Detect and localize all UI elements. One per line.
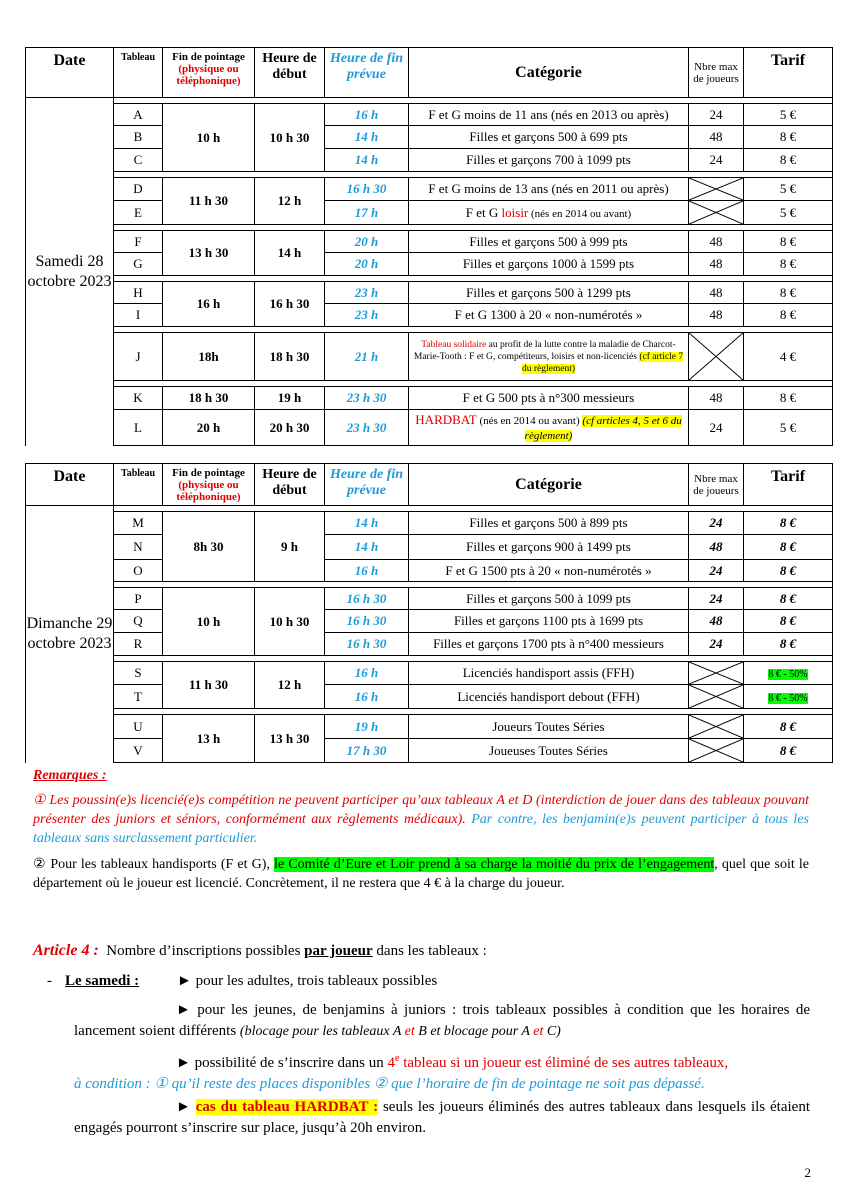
fin-prevue: 23 h (325, 304, 409, 327)
table-row (26, 201, 833, 225)
tarif: 5 € (744, 104, 833, 126)
tarif: 8 € (744, 387, 833, 410)
tableau-code: V (114, 739, 163, 763)
rule-fourth-table: ► possibilité de s’inscrire dans un 4e tableau si un joueur est éliminé de ses autres tableaux, à condition : ① qu’il reste des places disponibles ② que l’horaire de fin de pointage ne soit pas dépassé. (74, 1053, 729, 1092)
tarif: 8 € (744, 282, 833, 304)
table-row (26, 685, 833, 709)
samedi-label: Le samedi : (65, 973, 140, 989)
fin-pointage: 18h (163, 333, 255, 381)
nbre: 24 (689, 633, 744, 656)
tableau-code: I (114, 304, 163, 327)
nbre: 48 (689, 231, 744, 253)
crossed-out-cell (689, 178, 744, 201)
tarif: 8 € - 50% (744, 685, 833, 709)
categorie: Filles et garçons 1100 pts à 1699 pts (409, 610, 689, 633)
crossed-out-cell (689, 333, 744, 381)
saturday-schedule-table (25, 47, 833, 446)
tableau-code: L (114, 410, 163, 446)
table-header-row (26, 48, 833, 98)
tableau-code: C (114, 149, 163, 172)
fin-prevue: 16 h (325, 685, 409, 709)
header-tableau: Tableau (114, 48, 163, 98)
crossed-out-cell (689, 201, 744, 225)
nbre: 24 (689, 410, 744, 446)
fin-prevue: 17 h (325, 201, 409, 225)
crossed-out-cell (689, 662, 744, 685)
header-heure-debut: Heure de début (255, 48, 325, 98)
fin-pointage: 16 h (163, 282, 255, 327)
fin-prevue: 16 h 30 (325, 588, 409, 610)
bullet-dash: - (47, 973, 52, 989)
fin-prevue: 21 h (325, 333, 409, 381)
tarif: 8 € (744, 253, 833, 276)
tableau-code: R (114, 633, 163, 656)
page-number: 2 (804, 1165, 811, 1180)
heure-debut: 13 h 30 (255, 715, 325, 763)
categorie: Filles et garçons 500 à 1099 pts (409, 588, 689, 610)
table-row (26, 410, 833, 446)
heure-debut: 12 h (255, 662, 325, 709)
categorie: Licenciés handisport debout (FFH) (409, 685, 689, 709)
header-categorie: Catégorie (409, 464, 689, 506)
table-row (26, 333, 833, 381)
table-header-row (26, 464, 833, 506)
categorie: F et G moins de 13 ans (nés en 2011 ou après) (409, 178, 689, 201)
fin-pointage: 8h 30 (163, 512, 255, 582)
tarif: 8 € (744, 149, 833, 172)
table-row (26, 253, 833, 276)
tableau-code: F (114, 231, 163, 253)
tarif: 8 € (744, 739, 833, 763)
table-row (26, 560, 833, 582)
sunday-schedule-table (25, 463, 833, 763)
table-row (26, 610, 833, 633)
heure-debut: 10 h 30 (255, 104, 325, 172)
tableau-code: E (114, 201, 163, 225)
categorie: Filles et garçons 900 à 1499 pts (409, 535, 689, 560)
fin-prevue: 20 h (325, 253, 409, 276)
nbre: 24 (689, 512, 744, 535)
fin-prevue: 16 h (325, 560, 409, 582)
categorie: F et G loisir (nés en 2014 ou avant) (409, 201, 689, 225)
nbre: 48 (689, 253, 744, 276)
categorie: Filles et garçons 500 à 699 pts (409, 126, 689, 149)
fin-prevue: 16 h 30 (325, 633, 409, 656)
nbre: 24 (689, 104, 744, 126)
tarif: 8 € (744, 715, 833, 739)
table-row (26, 178, 833, 201)
table-row (26, 126, 833, 149)
table-row (26, 739, 833, 763)
header-date: Date (26, 48, 114, 98)
nbre: 48 (689, 387, 744, 410)
tableau-code: J (114, 333, 163, 381)
fin-pointage: 18 h 30 (163, 387, 255, 410)
rule-adults: ► pour les adultes, trois tableaux possibles (177, 973, 438, 989)
categorie: Filles et garçons 1700 pts à n°400 messieurs (409, 633, 689, 656)
categorie: Joueurs Toutes Séries (409, 715, 689, 739)
tableau-code: A (114, 104, 163, 126)
categorie: Licenciés handisport assis (FFH) (409, 662, 689, 685)
categorie: Tableau solidaire au profit de la lutte contre la maladie de Charcot-Marie-Tooth : F et G, compétiteurs, loisirs et non-licenciés (cf article 7 du règlement) (409, 333, 689, 381)
nbre: 48 (689, 126, 744, 149)
table-row (26, 588, 833, 610)
table-row (26, 304, 833, 327)
tableau-code: O (114, 560, 163, 582)
fin-prevue: 14 h (325, 512, 409, 535)
date-cell: Dimanche 29 octobre 2023 (26, 506, 114, 763)
tarif: 8 € (744, 126, 833, 149)
fin-prevue: 20 h (325, 231, 409, 253)
table-row (26, 715, 833, 739)
tarif: 8 € (744, 535, 833, 560)
tarif: 8 € (744, 610, 833, 633)
fin-pointage: 20 h (163, 410, 255, 446)
table-row (26, 282, 833, 304)
tableau-code: Q (114, 610, 163, 633)
remark-1: ① Les poussin(e)s licencié(e)s compétition ne peuvent participer qu’aux tableaux A et D (interdiction de jouer dans des tableaux pouvant présenter des juniors et séniors, conformément aux règlements médicaux). Par contre, les benjamin(e)s peuvent participer à tous les tableaux sans surclassement particulier. (33, 793, 809, 846)
categorie: Filles et garçons 500 à 899 pts (409, 512, 689, 535)
fin-pointage: 10 h (163, 588, 255, 656)
tableau-code: H (114, 282, 163, 304)
tarif: 8 € (744, 588, 833, 610)
tableau-code: U (114, 715, 163, 739)
fin-pointage: 11 h 30 (163, 178, 255, 225)
rule-hardbat: ► cas du tableau HARDBAT : seuls les joueurs éliminés des autres tableaux dans lesquels ils étaient engagés pourront s’inscrire sur place, jusqu’à 20h environ. (74, 1099, 810, 1136)
header-tarif: Tarif (744, 464, 833, 506)
fin-prevue: 14 h (325, 126, 409, 149)
categorie: Filles et garçons 700 à 1099 pts (409, 149, 689, 172)
fin-pointage: 13 h (163, 715, 255, 763)
tarif: 8 € (744, 633, 833, 656)
categorie: F et G 1500 pts à 20 « non-numérotés » (409, 560, 689, 582)
remarks-title: Remarques : (33, 768, 107, 783)
rule-youth: ► pour les jeunes, de benjamins à juniors : trois tableaux possibles à condition que les horaires de lancement soient différents (blocage pour les tableaux A et B et blocage pour A et C) (74, 1002, 810, 1039)
heure-debut: 12 h (255, 178, 325, 225)
nbre: 24 (689, 149, 744, 172)
table-row (26, 633, 833, 656)
header-heure-debut: Heure de début (255, 464, 325, 506)
tarif: 8 € (744, 231, 833, 253)
heure-debut: 16 h 30 (255, 282, 325, 327)
crossed-out-cell (689, 715, 744, 739)
fin-pointage: 13 h 30 (163, 231, 255, 276)
categorie: F et G moins de 11 ans (nés en 2013 ou après) (409, 104, 689, 126)
crossed-out-cell (689, 739, 744, 763)
fin-prevue: 17 h 30 (325, 739, 409, 763)
header-tarif: Tarif (744, 48, 833, 98)
table-row (26, 535, 833, 560)
fin-prevue: 16 h (325, 662, 409, 685)
nbre: 48 (689, 304, 744, 327)
heure-debut: 20 h 30 (255, 410, 325, 446)
header-fin-prevue: Heure de fin prévue (325, 464, 409, 506)
tableau-code: T (114, 685, 163, 709)
header-categorie: Catégorie (409, 48, 689, 98)
date-cell: Samedi 28 octobre 2023 (26, 98, 114, 446)
tarif: 8 € (744, 304, 833, 327)
table-row (26, 104, 833, 126)
tableau-code: B (114, 126, 163, 149)
fin-pointage: 10 h (163, 104, 255, 172)
tableau-code: M (114, 512, 163, 535)
tarif: 4 € (744, 333, 833, 381)
header-fin-prevue: Heure de fin prévue (325, 48, 409, 98)
tarif: 8 € - 50% (744, 662, 833, 685)
header-fin-pointage: Fin de pointage (physique ou téléphonique) (163, 464, 255, 506)
categorie: Filles et garçons 1000 à 1599 pts (409, 253, 689, 276)
table-row (26, 387, 833, 410)
heure-debut: 9 h (255, 512, 325, 582)
categorie: F et G 1300 à 20 « non-numérotés » (409, 304, 689, 327)
fin-prevue: 23 h 30 (325, 410, 409, 446)
nbre: 24 (689, 560, 744, 582)
header-nbre: Nbre max de joueurs (689, 48, 744, 98)
fin-pointage: 11 h 30 (163, 662, 255, 709)
tableau-code: D (114, 178, 163, 201)
categorie: F et G 500 pts à n°300 messieurs (409, 387, 689, 410)
categorie: HARDBAT (nés en 2014 ou avant) (cf articles 4, 5 et 6 du règlement) (409, 410, 689, 446)
fin-prevue: 23 h (325, 282, 409, 304)
fin-prevue: 16 h 30 (325, 610, 409, 633)
table-row (26, 662, 833, 685)
table-row (26, 512, 833, 535)
heure-debut: 19 h (255, 387, 325, 410)
categorie: Joueuses Toutes Séries (409, 739, 689, 763)
tableau-code: S (114, 662, 163, 685)
tarif: 8 € (744, 560, 833, 582)
fin-prevue: 14 h (325, 149, 409, 172)
table-row (26, 231, 833, 253)
tarif: 5 € (744, 410, 833, 446)
crossed-out-cell (689, 685, 744, 709)
nbre: 48 (689, 610, 744, 633)
header-nbre: Nbre max de joueurs (689, 464, 744, 506)
categorie: Filles et garçons 500 à 1299 pts (409, 282, 689, 304)
tarif: 5 € (744, 178, 833, 201)
header-tableau: Tableau (114, 464, 163, 506)
fin-prevue: 19 h (325, 715, 409, 739)
header-date: Date (26, 464, 114, 506)
fin-prevue: 14 h (325, 535, 409, 560)
nbre: 48 (689, 282, 744, 304)
remark-2: ② Pour les tableaux handisports (F et G), le Comité d’Eure et Loir prend à sa charge la moitié du prix de l’engagement, quel que soit le département où le joueur est licencié. Concrètement, il ne restera que 4 € à la charge du joueur. (33, 857, 809, 891)
fin-prevue: 16 h 30 (325, 178, 409, 201)
heure-debut: 10 h 30 (255, 588, 325, 656)
nbre: 24 (689, 588, 744, 610)
fin-prevue: 23 h 30 (325, 387, 409, 410)
tarif: 8 € (744, 512, 833, 535)
heure-debut: 18 h 30 (255, 333, 325, 381)
tarif: 5 € (744, 201, 833, 225)
tableau-code: P (114, 588, 163, 610)
heure-debut: 14 h (255, 231, 325, 276)
tableau-code: G (114, 253, 163, 276)
tableau-code: K (114, 387, 163, 410)
article4-intro: Article 4 : Nombre d’inscriptions possibles par joueur dans les tableaux : (33, 942, 487, 959)
header-fin-pointage: Fin de pointage (physique ou téléphonique) (163, 48, 255, 98)
fin-prevue: 16 h (325, 104, 409, 126)
remarks-section (33, 766, 809, 893)
nbre: 48 (689, 535, 744, 560)
categorie: Filles et garçons 500 à 999 pts (409, 231, 689, 253)
table-row (26, 149, 833, 172)
tableau-code: N (114, 535, 163, 560)
